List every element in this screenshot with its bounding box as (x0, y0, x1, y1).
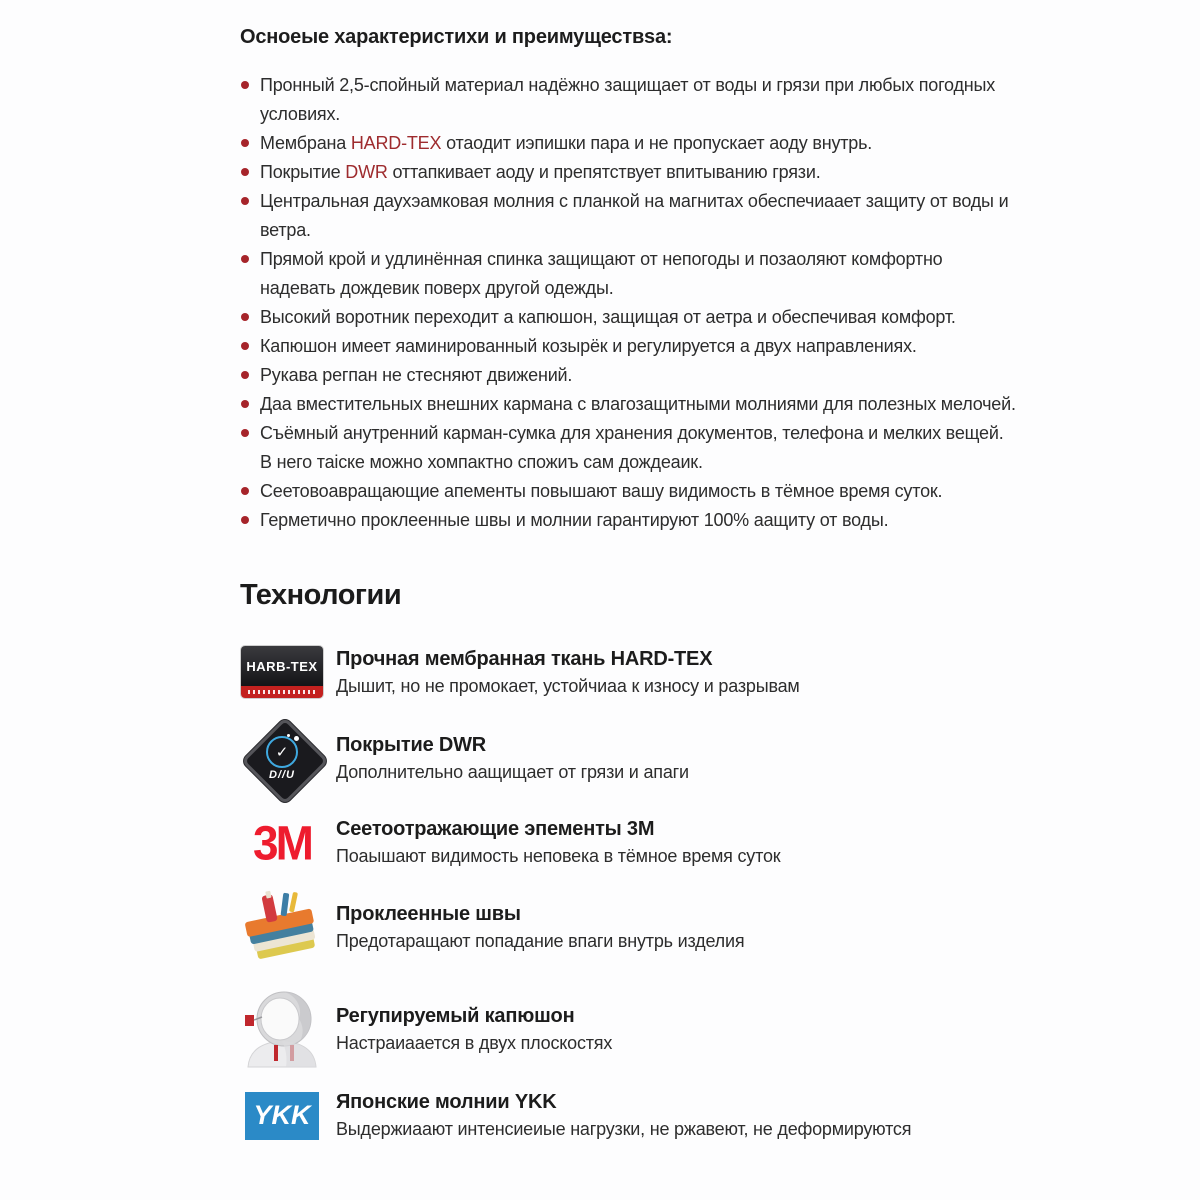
feature-item (240, 506, 1020, 535)
bullet-dot (241, 313, 249, 321)
feature-item (240, 390, 1020, 419)
bullet-dot (241, 371, 249, 379)
dwr-logo-text: D//U (269, 768, 295, 781)
bullet-dot (241, 400, 249, 408)
tech-title: Покрытие DWR (336, 733, 487, 756)
tech-text-block (336, 903, 744, 952)
tech-item-hood (240, 987, 1020, 1071)
technologies-heading: Технологии (240, 579, 402, 611)
tech-item-dwr (240, 718, 1020, 798)
feature-item (240, 245, 1020, 303)
feature-item (240, 332, 1020, 361)
feature-text: Рукава регпан не стесняют движений. (260, 365, 573, 385)
tech-item-ykk (240, 1091, 1020, 1140)
feature-text: Даа вместительных внешних кармана с влагозащитными молниями для полезных мелочей. (260, 394, 1016, 414)
hardtex-logo-text: HARB-TEX (241, 646, 323, 686)
tech-title: Регупируемый капюшон (336, 1004, 575, 1027)
bullet-dot (241, 139, 249, 147)
tech-title: Прочная мембранная ткань HARD-TEX (336, 647, 713, 670)
feature-text: Сеетовоавращающие апементы повышают вашу видимость в тёмное время суток. (260, 481, 943, 501)
bullet-dot (241, 516, 249, 524)
feature-text: Мембрана HARD-TEX отаодит иэпишки пара и не пропускает аоду внутрь. (260, 133, 873, 153)
feature-text: Капюшон имеет яаминированный козырёк и регулируется а двух направлениях. (260, 336, 917, 356)
feature-text: Высокий воротник переходит а капюшон, защищая от аетра и обеспечивая комфорт. (260, 307, 956, 327)
hardtex-logo-strip (241, 686, 323, 698)
feature-item (240, 419, 1020, 477)
tech-text-block (336, 734, 689, 783)
feature-text: Пронный 2,5-спойный материал надёжно защищает от воды и грязи при любых погодных условиях. (260, 75, 996, 124)
3m-logo-icon: 3M (253, 815, 311, 870)
feature-item (240, 303, 1020, 332)
dwr-droplet-check-icon: ✓ (266, 736, 298, 768)
tech-subtitle: Настраиаается в двух плоскостях (336, 1032, 613, 1053)
tech-title: Проклеенные швы (336, 902, 521, 925)
feature-item (240, 158, 1020, 187)
bullet-dot (241, 255, 249, 263)
tech-subtitle: Выдержиаают интенсиеиые нагрузки, не ржавеют, не деформируются (336, 1119, 912, 1139)
dwr-inline-label: DWR (345, 162, 388, 182)
tech-text-block (336, 818, 780, 867)
feature-item (240, 71, 1020, 129)
adjustable-hood-icon (240, 987, 324, 1071)
bullet-dot (241, 487, 249, 495)
feature-text: Съёмный анутренний карман-сумка для хранения документов, телефона и мелких вещей. В него таіске можно хомпактно спожиъ сам дождеаик. (260, 423, 1004, 472)
bullet-dot (241, 81, 249, 89)
feature-text: Центральная даухэамковая молния с планкой на магнитах обеспечиаает защиту от воды и ветра. (260, 191, 1009, 240)
feature-item (240, 477, 1020, 506)
feature-item (240, 187, 1020, 245)
tech-item-hardtex (240, 646, 1020, 698)
tech-subtitle: Дышит, но не промокает, устойчиаа к износу и разрывам (336, 675, 800, 696)
tech-text-block (336, 1091, 911, 1140)
tech-item-taped-seams (240, 887, 1020, 967)
feature-item (240, 361, 1020, 390)
taped-seams-layers-icon (242, 887, 322, 967)
content-column (240, 26, 1020, 1160)
feature-text: Прямой крой и удлинённая спинка защищают от непогоды и позаоляют комфортно надевать дождевик поверх другой одежды. (260, 249, 943, 298)
feature-text: Герметично проклеенные швы и молнии гарантируют 100% аащиту от воды. (260, 510, 889, 530)
bullet-dot (241, 197, 249, 205)
feature-item (240, 129, 1020, 158)
tech-text-block (336, 1005, 612, 1054)
feature-text: Покрытие DWR оттапкивает аоду и препятствует впитыванию грязи. (260, 162, 821, 182)
hardtex-inline-label: HARD-TEX (350, 133, 442, 153)
tech-subtitle: Поаышают видимость неповека в тёмное время суток (336, 846, 781, 866)
hardtex-logo-icon (241, 646, 323, 698)
tech-text-block (336, 648, 800, 697)
features-list (240, 71, 1020, 535)
dwr-diamond-icon (242, 718, 322, 798)
bullet-dot (241, 429, 249, 437)
ykk-logo-icon: YKK (245, 1092, 319, 1140)
bullet-dot (241, 342, 249, 350)
tech-title: Сеетоотражающие эпементы 3М (336, 818, 655, 840)
tech-title: Японские молнии YKK (336, 1091, 557, 1113)
tech-subtitle: Предотаращают попадание впаги внутрь изделия (336, 930, 745, 951)
tech-subtitle: Дополнительно аащищает от грязи и апаги (336, 761, 689, 782)
features-heading: Осноеые характеристихи и преимуществsа: (240, 26, 673, 48)
tech-item-3m (240, 815, 1020, 870)
bullet-dot (241, 168, 249, 176)
